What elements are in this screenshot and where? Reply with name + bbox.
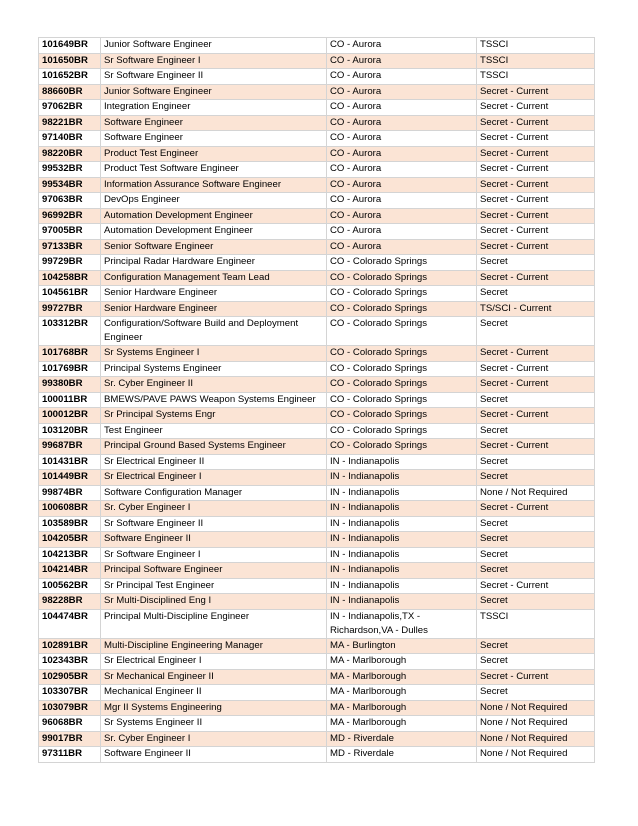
job-title-cell: Sr Software Engineer II bbox=[101, 516, 327, 532]
table-row bbox=[39, 654, 595, 670]
clearance-cell: Secret bbox=[477, 654, 595, 670]
location-cell: CO - Aurora bbox=[327, 177, 477, 193]
clearance-cell: Secret - Current bbox=[477, 501, 595, 517]
location-cell: MA - Marlborough bbox=[327, 654, 477, 670]
job-title-cell: Sr Systems Engineer I bbox=[101, 346, 327, 362]
location-cell: CO - Colorado Springs bbox=[327, 346, 477, 362]
job-title-cell: Information Assurance Software Engineer bbox=[101, 177, 327, 193]
clearance-cell: Secret - Current bbox=[477, 439, 595, 455]
location-cell: CO - Colorado Springs bbox=[327, 423, 477, 439]
req-id-cell: 103589BR bbox=[39, 516, 101, 532]
clearance-cell: TSSCI bbox=[477, 38, 595, 54]
job-title-cell: Mechanical Engineer II bbox=[101, 685, 327, 701]
location-cell: MA - Marlborough bbox=[327, 669, 477, 685]
clearance-cell: Secret bbox=[477, 317, 595, 346]
location-cell: CO - Aurora bbox=[327, 84, 477, 100]
clearance-cell: TSSCI bbox=[477, 609, 595, 638]
clearance-cell: Secret bbox=[477, 685, 595, 701]
req-id-cell: 101768BR bbox=[39, 346, 101, 362]
job-title-cell: Automation Development Engineer bbox=[101, 224, 327, 240]
table-row bbox=[39, 38, 595, 54]
req-id-cell: 99687BR bbox=[39, 439, 101, 455]
req-id-cell: 103312BR bbox=[39, 317, 101, 346]
req-id-cell: 101652BR bbox=[39, 69, 101, 85]
clearance-cell: Secret - Current bbox=[477, 115, 595, 131]
clearance-cell: Secret bbox=[477, 470, 595, 486]
req-id-cell: 102891BR bbox=[39, 638, 101, 654]
clearance-cell: Secret bbox=[477, 286, 595, 302]
job-title-cell: Principal Ground Based Systems Engineer bbox=[101, 439, 327, 455]
location-cell: IN - Indianapolis bbox=[327, 563, 477, 579]
table-row bbox=[39, 208, 595, 224]
table-row bbox=[39, 578, 595, 594]
document-page bbox=[38, 37, 594, 763]
table-row bbox=[39, 392, 595, 408]
location-cell: CO - Aurora bbox=[327, 131, 477, 147]
location-cell: IN - Indianapolis bbox=[327, 532, 477, 548]
location-cell: CO - Aurora bbox=[327, 53, 477, 69]
job-rows bbox=[39, 38, 595, 763]
req-id-cell: 100011BR bbox=[39, 392, 101, 408]
clearance-cell: Secret bbox=[477, 547, 595, 563]
job-title-cell: Multi-Discipline Engineering Manager bbox=[101, 638, 327, 654]
req-id-cell: 99532BR bbox=[39, 162, 101, 178]
location-cell: MA - Marlborough bbox=[327, 700, 477, 716]
req-id-cell: 98221BR bbox=[39, 115, 101, 131]
job-title-cell: Sr Electrical Engineer II bbox=[101, 454, 327, 470]
job-title-cell: Sr Software Engineer II bbox=[101, 69, 327, 85]
location-cell: CO - Colorado Springs bbox=[327, 377, 477, 393]
location-cell: CO - Aurora bbox=[327, 208, 477, 224]
table-row bbox=[39, 100, 595, 116]
job-title-cell: Product Test Engineer bbox=[101, 146, 327, 162]
job-title-cell: Test Engineer bbox=[101, 423, 327, 439]
req-id-cell: 99727BR bbox=[39, 301, 101, 317]
location-cell: IN - Indianapolis bbox=[327, 547, 477, 563]
req-id-cell: 96068BR bbox=[39, 716, 101, 732]
job-title-cell: Senior Hardware Engineer bbox=[101, 286, 327, 302]
req-id-cell: 97140BR bbox=[39, 131, 101, 147]
table-row bbox=[39, 317, 595, 346]
req-id-cell: 96992BR bbox=[39, 208, 101, 224]
location-cell: CO - Colorado Springs bbox=[327, 317, 477, 346]
job-title-cell: Principal Software Engineer bbox=[101, 563, 327, 579]
table-row bbox=[39, 53, 595, 69]
req-id-cell: 97133BR bbox=[39, 239, 101, 255]
location-cell: IN - Indianapolis bbox=[327, 578, 477, 594]
job-title-cell: Senior Software Engineer bbox=[101, 239, 327, 255]
table-row bbox=[39, 361, 595, 377]
job-title-cell: Sr Principal Systems Engr bbox=[101, 408, 327, 424]
job-title-cell: Principal Radar Hardware Engineer bbox=[101, 255, 327, 271]
job-title-cell: Software Configuration Manager bbox=[101, 485, 327, 501]
clearance-cell: Secret bbox=[477, 516, 595, 532]
job-title-cell: Integration Engineer bbox=[101, 100, 327, 116]
req-id-cell: 99017BR bbox=[39, 731, 101, 747]
table-row bbox=[39, 532, 595, 548]
table-row bbox=[39, 454, 595, 470]
req-id-cell: 97311BR bbox=[39, 747, 101, 763]
job-title-cell: Sr Systems Engineer II bbox=[101, 716, 327, 732]
location-cell: IN - Indianapolis bbox=[327, 516, 477, 532]
job-title-cell: Sr Mechanical Engineer II bbox=[101, 669, 327, 685]
table-row bbox=[39, 638, 595, 654]
clearance-cell: Secret - Current bbox=[477, 346, 595, 362]
location-cell: IN - Indianapolis,TX - Richardson,VA - Dulles bbox=[327, 609, 477, 638]
req-id-cell: 104258BR bbox=[39, 270, 101, 286]
location-cell: CO - Aurora bbox=[327, 146, 477, 162]
table-row bbox=[39, 301, 595, 317]
req-id-cell: 101769BR bbox=[39, 361, 101, 377]
clearance-cell: Secret - Current bbox=[477, 224, 595, 240]
table-row bbox=[39, 177, 595, 193]
location-cell: CO - Aurora bbox=[327, 193, 477, 209]
location-cell: CO - Aurora bbox=[327, 162, 477, 178]
clearance-cell: None / Not Required bbox=[477, 716, 595, 732]
table-row bbox=[39, 731, 595, 747]
table-row bbox=[39, 669, 595, 685]
req-id-cell: 88660BR bbox=[39, 84, 101, 100]
location-cell: CO - Aurora bbox=[327, 100, 477, 116]
job-title-cell: Product Test Software Engineer bbox=[101, 162, 327, 178]
table-row bbox=[39, 131, 595, 147]
location-cell: IN - Indianapolis bbox=[327, 485, 477, 501]
req-id-cell: 100608BR bbox=[39, 501, 101, 517]
table-row bbox=[39, 377, 595, 393]
job-title-cell: Sr. Cyber Engineer I bbox=[101, 731, 327, 747]
location-cell: IN - Indianapolis bbox=[327, 470, 477, 486]
clearance-cell: Secret - Current bbox=[477, 131, 595, 147]
table-row bbox=[39, 162, 595, 178]
req-id-cell: 103079BR bbox=[39, 700, 101, 716]
job-title-cell: Senior Hardware Engineer bbox=[101, 301, 327, 317]
location-cell: CO - Colorado Springs bbox=[327, 270, 477, 286]
table-row bbox=[39, 255, 595, 271]
clearance-cell: Secret - Current bbox=[477, 270, 595, 286]
job-title-cell: Software Engineer bbox=[101, 115, 327, 131]
clearance-cell: Secret bbox=[477, 255, 595, 271]
location-cell: MA - Burlington bbox=[327, 638, 477, 654]
req-id-cell: 101431BR bbox=[39, 454, 101, 470]
req-id-cell: 104205BR bbox=[39, 532, 101, 548]
job-title-cell: Junior Software Engineer bbox=[101, 84, 327, 100]
clearance-cell: Secret - Current bbox=[477, 100, 595, 116]
table-row bbox=[39, 69, 595, 85]
clearance-cell: Secret - Current bbox=[477, 408, 595, 424]
location-cell: IN - Indianapolis bbox=[327, 454, 477, 470]
table-row bbox=[39, 501, 595, 517]
clearance-cell: Secret bbox=[477, 563, 595, 579]
table-row bbox=[39, 700, 595, 716]
job-title-cell: Software Engineer bbox=[101, 131, 327, 147]
location-cell: MD - Riverdale bbox=[327, 747, 477, 763]
location-cell: MA - Marlborough bbox=[327, 716, 477, 732]
location-cell: CO - Colorado Springs bbox=[327, 255, 477, 271]
clearance-cell: Secret bbox=[477, 392, 595, 408]
clearance-cell: TS/SCI - Current bbox=[477, 301, 595, 317]
clearance-cell: Secret bbox=[477, 638, 595, 654]
location-cell: CO - Colorado Springs bbox=[327, 286, 477, 302]
job-title-cell: Configuration Management Team Lead bbox=[101, 270, 327, 286]
job-title-cell: Sr Software Engineer I bbox=[101, 53, 327, 69]
table-row bbox=[39, 423, 595, 439]
table-row bbox=[39, 115, 595, 131]
clearance-cell: Secret - Current bbox=[477, 84, 595, 100]
req-id-cell: 104561BR bbox=[39, 286, 101, 302]
clearance-cell: Secret - Current bbox=[477, 193, 595, 209]
clearance-cell: None / Not Required bbox=[477, 485, 595, 501]
job-title-cell: Sr Electrical Engineer I bbox=[101, 470, 327, 486]
table-row bbox=[39, 609, 595, 638]
clearance-cell: Secret - Current bbox=[477, 239, 595, 255]
table-row bbox=[39, 685, 595, 701]
job-title-cell: Principal Systems Engineer bbox=[101, 361, 327, 377]
location-cell: MA - Marlborough bbox=[327, 685, 477, 701]
location-cell: CO - Colorado Springs bbox=[327, 408, 477, 424]
table-row bbox=[39, 747, 595, 763]
req-id-cell: 99729BR bbox=[39, 255, 101, 271]
table-row bbox=[39, 439, 595, 455]
clearance-cell: Secret bbox=[477, 594, 595, 610]
req-id-cell: 101649BR bbox=[39, 38, 101, 54]
clearance-cell: TSSCI bbox=[477, 69, 595, 85]
req-id-cell: 102343BR bbox=[39, 654, 101, 670]
table-row bbox=[39, 408, 595, 424]
req-id-cell: 98220BR bbox=[39, 146, 101, 162]
req-id-cell: 98228BR bbox=[39, 594, 101, 610]
table-row bbox=[39, 224, 595, 240]
location-cell: CO - Aurora bbox=[327, 69, 477, 85]
clearance-cell: Secret - Current bbox=[477, 377, 595, 393]
table-row bbox=[39, 716, 595, 732]
location-cell: CO - Aurora bbox=[327, 38, 477, 54]
table-row bbox=[39, 516, 595, 532]
clearance-cell: Secret bbox=[477, 532, 595, 548]
req-id-cell: 97062BR bbox=[39, 100, 101, 116]
req-id-cell: 104213BR bbox=[39, 547, 101, 563]
table-row bbox=[39, 84, 595, 100]
job-title-cell: Automation Development Engineer bbox=[101, 208, 327, 224]
req-id-cell: 99874BR bbox=[39, 485, 101, 501]
location-cell: CO - Aurora bbox=[327, 239, 477, 255]
table-row bbox=[39, 470, 595, 486]
job-title-cell: Sr. Cyber Engineer I bbox=[101, 501, 327, 517]
clearance-cell: None / Not Required bbox=[477, 731, 595, 747]
req-id-cell: 104214BR bbox=[39, 563, 101, 579]
table-row bbox=[39, 346, 595, 362]
table-row bbox=[39, 286, 595, 302]
location-cell: CO - Colorado Springs bbox=[327, 301, 477, 317]
req-id-cell: 97005BR bbox=[39, 224, 101, 240]
clearance-cell: None / Not Required bbox=[477, 747, 595, 763]
job-title-cell: Junior Software Engineer bbox=[101, 38, 327, 54]
location-cell: CO - Colorado Springs bbox=[327, 361, 477, 377]
job-title-cell: Sr. Cyber Engineer II bbox=[101, 377, 327, 393]
req-id-cell: 103120BR bbox=[39, 423, 101, 439]
clearance-cell: Secret - Current bbox=[477, 361, 595, 377]
table-row bbox=[39, 270, 595, 286]
clearance-cell: TSSCI bbox=[477, 53, 595, 69]
job-title-cell: Configuration/Software Build and Deployment Engineer bbox=[101, 317, 327, 346]
clearance-cell: None / Not Required bbox=[477, 700, 595, 716]
location-cell: IN - Indianapolis bbox=[327, 594, 477, 610]
req-id-cell: 100562BR bbox=[39, 578, 101, 594]
job-title-cell: Software Engineer II bbox=[101, 532, 327, 548]
job-title-cell: Sr Multi-Disciplined Eng I bbox=[101, 594, 327, 610]
table-row bbox=[39, 547, 595, 563]
clearance-cell: Secret bbox=[477, 423, 595, 439]
job-title-cell: Sr Software Engineer I bbox=[101, 547, 327, 563]
req-id-cell: 99534BR bbox=[39, 177, 101, 193]
table-row bbox=[39, 146, 595, 162]
req-id-cell: 99380BR bbox=[39, 377, 101, 393]
location-cell: CO - Colorado Springs bbox=[327, 439, 477, 455]
clearance-cell: Secret - Current bbox=[477, 177, 595, 193]
table-row bbox=[39, 239, 595, 255]
job-title-cell: Software Engineer II bbox=[101, 747, 327, 763]
table-row bbox=[39, 594, 595, 610]
table-row bbox=[39, 563, 595, 579]
job-title-cell: Sr Electrical Engineer I bbox=[101, 654, 327, 670]
clearance-cell: Secret - Current bbox=[477, 669, 595, 685]
location-cell: IN - Indianapolis bbox=[327, 501, 477, 517]
table-row bbox=[39, 193, 595, 209]
job-title-cell: Sr Principal Test Engineer bbox=[101, 578, 327, 594]
location-cell: CO - Aurora bbox=[327, 224, 477, 240]
req-id-cell: 97063BR bbox=[39, 193, 101, 209]
location-cell: CO - Colorado Springs bbox=[327, 392, 477, 408]
req-id-cell: 101650BR bbox=[39, 53, 101, 69]
location-cell: CO - Aurora bbox=[327, 115, 477, 131]
req-id-cell: 104474BR bbox=[39, 609, 101, 638]
clearance-cell: Secret - Current bbox=[477, 146, 595, 162]
req-id-cell: 102905BR bbox=[39, 669, 101, 685]
location-cell: MD - Riverdale bbox=[327, 731, 477, 747]
clearance-cell: Secret bbox=[477, 454, 595, 470]
clearance-cell: Secret - Current bbox=[477, 578, 595, 594]
job-title-cell: DevOps Engineer bbox=[101, 193, 327, 209]
job-title-cell: Mgr II Systems Engineering bbox=[101, 700, 327, 716]
table-row bbox=[39, 485, 595, 501]
job-title-cell: Principal Multi-Discipline Engineer bbox=[101, 609, 327, 638]
req-id-cell: 103307BR bbox=[39, 685, 101, 701]
clearance-cell: Secret - Current bbox=[477, 208, 595, 224]
req-id-cell: 100012BR bbox=[39, 408, 101, 424]
job-title-cell: BMEWS/PAVE PAWS Weapon Systems Engineer bbox=[101, 392, 327, 408]
job-listings-table bbox=[38, 37, 595, 763]
req-id-cell: 101449BR bbox=[39, 470, 101, 486]
clearance-cell: Secret - Current bbox=[477, 162, 595, 178]
